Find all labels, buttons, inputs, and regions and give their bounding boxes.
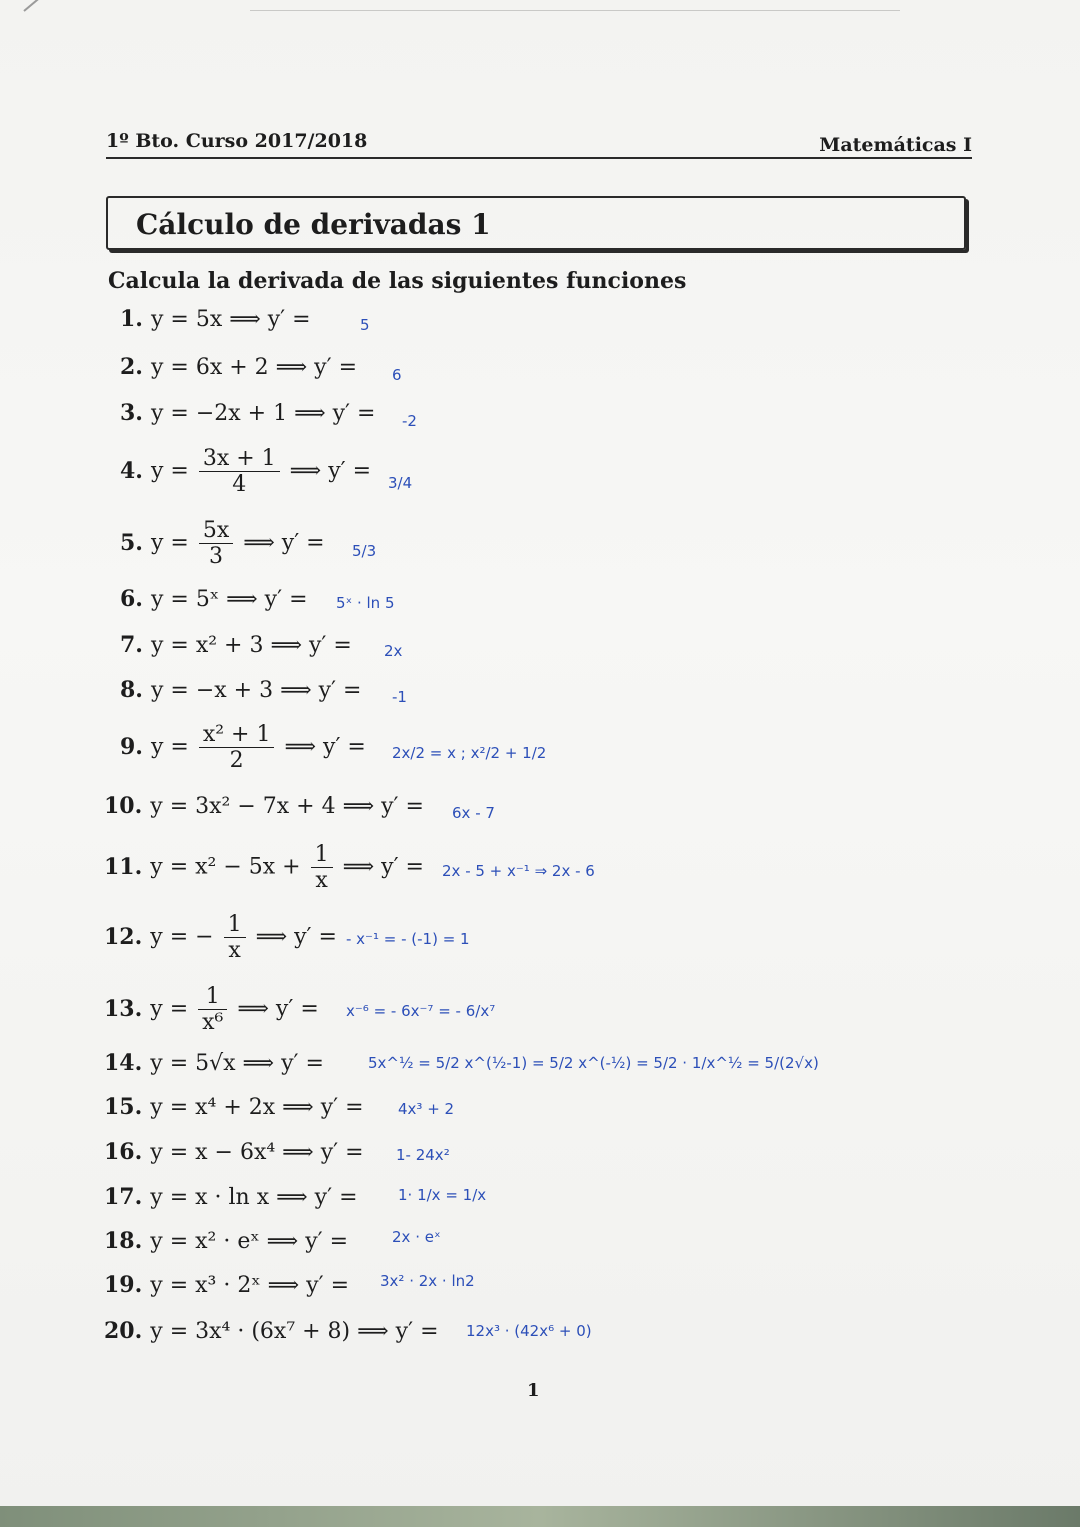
answer-9: 2x/2 = x ; x²/2 + 1/2 [392, 744, 547, 762]
exercise-20: 20. y = 3x⁴ · (6x⁷ + 8) ⟹ y′ = [104, 1318, 439, 1344]
title-box [106, 196, 966, 250]
fraction: $\frac{5x}{3}$ [199, 518, 233, 569]
fraction: $\frac{\text{x² + 1}}{2}$ [199, 722, 275, 773]
bottom-edge-strip [0, 1506, 1080, 1527]
answer-1: 5 [360, 316, 370, 334]
answer-15: 4x³ + 2 [398, 1100, 455, 1118]
fraction: $\frac{3x + 1}{4}$ [199, 446, 280, 497]
fraction: $\frac{1}{x}$ [224, 912, 246, 963]
answer-14: 5x^½ = 5/2 x^(½-1) = 5/2 x^(-½) = 5/2 · 1/x^½ = 5/(2√x) [368, 1054, 819, 1072]
exercise-8: 8. y = −x + 3 ⟹ y′ = [120, 677, 362, 703]
exercise-7: 7. y = x² + 3 ⟹ y′ = [120, 632, 352, 658]
answer-7: 2x [384, 642, 403, 660]
answer-6: 5ˣ · ln 5 [336, 594, 395, 612]
answer-10: 6x - 7 [452, 804, 495, 822]
exercise-2: 2. y = 6x + 2 ⟹ y′ = [120, 354, 358, 380]
exercise-13: 13. y = $\frac{1}{\text{x⁶}}$ ⟹ y′ = [104, 984, 319, 1035]
answer-11: 2x - 5 + x⁻¹ ⇒ 2x - 6 [442, 862, 595, 880]
answer-20: 12x³ · (42x⁶ + 0) [466, 1322, 592, 1340]
fraction: $\frac{1}{x}$ [311, 842, 333, 893]
page-number: 1 [527, 1380, 540, 1401]
answer-3: -2 [402, 412, 417, 430]
exercise-17: 17. y = x · ln x ⟹ y′ = [104, 1184, 358, 1210]
answer-16: 1- 24x² [396, 1146, 450, 1164]
exercise-15: 15. y = x⁴ + 2x ⟹ y′ = [104, 1094, 364, 1120]
answer-17: 1· 1/x = 1/x [398, 1186, 487, 1204]
answer-4: 3/4 [388, 474, 413, 492]
exercise-1: 1. y = 5x ⟹ y′ = [120, 306, 311, 332]
exercise-19: 19. y = x³ · 2ˣ ⟹ y′ = [104, 1272, 350, 1298]
exercise-10: 10. y = 3x² − 7x + 4 ⟹ y′ = [104, 793, 424, 819]
subject-header: Matemáticas I [819, 134, 972, 156]
answer-5: 5/3 [352, 542, 377, 560]
answer-19: 3x² · 2x · ln2 [380, 1272, 475, 1290]
exercise-16: 16. y = x − 6x⁴ ⟹ y′ = [104, 1139, 364, 1165]
exercise-12: 12. y = − $\frac{1}{x}$ ⟹ y′ = [104, 912, 337, 963]
pen-stroke-mark [23, 0, 60, 12]
page-title: Cálculo de derivadas 1 [136, 208, 491, 241]
answer-2: 6 [392, 366, 402, 384]
exercise-3: 3. y = −2x + 1 ⟹ y′ = [120, 400, 376, 426]
answer-8: -1 [392, 688, 407, 706]
answer-12: - x⁻¹ = - (-1) = 1 [346, 930, 470, 948]
exercise-14: 14. y = 5√x ⟹ y′ = [104, 1050, 324, 1076]
course-header: 1º Bto. Curso 2017/2018 [106, 130, 368, 152]
exercise-11: 11. y = x² − 5x + $\frac{1}{x}$ ⟹ y′ = [104, 842, 424, 893]
exercise-18: 18. y = x² · eˣ ⟹ y′ = [104, 1228, 349, 1254]
top-faint-line [250, 10, 900, 11]
header-rule [106, 157, 972, 159]
instruction-text: Calcula la derivada de las siguientes funciones [108, 268, 687, 294]
exercise-6: 6. y = 5ˣ ⟹ y′ = [120, 586, 308, 612]
answer-13: x⁻⁶ = - 6x⁻⁷ = - 6/x⁷ [346, 1002, 496, 1020]
exercise-5: 5. y = $\frac{5x}{3}$ ⟹ y′ = [120, 518, 325, 569]
answer-18: 2x · eˣ [392, 1228, 441, 1246]
fraction: $\frac{1}{\text{x⁶}}$ [198, 984, 227, 1035]
exercise-9: 9. y = $\frac{\text{x² + 1}}{2}$ ⟹ y′ = [120, 722, 366, 773]
exercise-4: 4. y = $\frac{3x + 1}{4}$ ⟹ y′ = [120, 446, 372, 497]
